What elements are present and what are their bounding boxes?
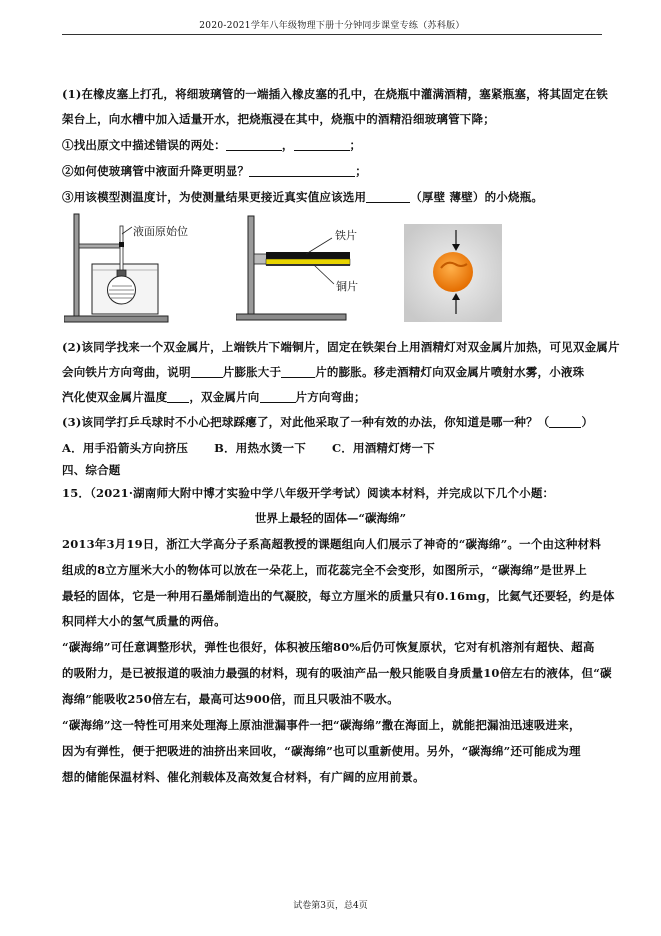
header-rule <box>62 34 602 35</box>
article-p1-line-1: 2013年3月19日，浙江大学高分子系高超教授的课题组向人们展示了神奇的“碳海绵”。一个由这种材料 <box>62 537 602 551</box>
option-a[interactable]: A．用手沿箭头方向挤压 <box>62 441 189 455</box>
answer-blank[interactable] <box>366 190 410 203</box>
q15-stem: 15．（2021·湖南师大附中博才实验中学八年级开学考试）阅读本材料，并完成以下几个小题： <box>62 486 555 500</box>
q1-sub1-end: ； <box>349 138 362 152</box>
q3-question-text: (3)该同学打乒乓球时不小心把球踩瘪了，对此他采取了一种有效的办法，你知道是哪一种？（ <box>62 415 550 429</box>
q1-sub2-end: ； <box>355 164 367 178</box>
answer-blank[interactable] <box>249 164 355 177</box>
section-heading: 四、综合题 <box>62 463 121 477</box>
q3-question <box>62 414 593 430</box>
answer-blank[interactable] <box>167 390 189 403</box>
article-p2-line-3: 海绵”能吸收250倍左右，最高可达900倍，而且只吸油不吸水。 <box>62 692 399 706</box>
q3-question-end: ） <box>581 415 594 429</box>
page-header: 2020-2021学年八年级物理下册十分钟同步课堂专练（苏科版） <box>199 21 465 31</box>
article-p1-line-4: 积同样大小的氢气质量的两倍。 <box>62 614 226 628</box>
answer-blank[interactable] <box>191 365 223 378</box>
answer-blank[interactable] <box>260 390 296 403</box>
q2-line3-mid: ，双金属片向 <box>189 390 260 404</box>
answer-blank[interactable] <box>281 365 315 378</box>
q1-sub1-prefix: ①找出原文中描述错误的两处： <box>62 138 226 152</box>
q2-line2-prefix: 会向铁片方向弯曲，说明 <box>62 365 191 379</box>
article-p1-line-2: 组成的8立方厘米大小的物体可以放在一朵花上，而花蕊完全不会变形，如图所示，“碳海绵”是世界上 <box>62 563 587 577</box>
figure-1-label: 液面原始位 <box>133 225 188 238</box>
option-b[interactable]: B．用热水烫一下 <box>214 441 306 455</box>
q1-subquestion-2 <box>62 163 367 179</box>
q2-line2-mid: 片膨胀大于 <box>222 365 282 379</box>
q2-line3-suffix: 片方向弯曲； <box>295 390 366 404</box>
bimetallic-strip-figure <box>236 212 396 322</box>
q1-intro-line-1: (1)在橡皮塞上打孔，将细玻璃管的一端插入橡皮塞的孔中，在烧瓶中灌满酒精，塞紧瓶塞，将其固定在铁 <box>62 87 608 101</box>
q2-line3-prefix: 汽化使双金属片温度 <box>62 390 168 404</box>
q2-line-1: (2)该同学找来一个双金属片，上端铁片下端铜片，固定在铁架台上用酒精灯对双金属片加热，可见双金属片 <box>62 340 620 354</box>
q1-sub3-suffix: （厚壁 薄壁）的小烧瓶。 <box>410 190 544 204</box>
q1-subquestion-1 <box>62 137 361 153</box>
page-footer: 试卷第3页，总4页 <box>293 901 368 911</box>
option-c[interactable]: C．用酒精灯烤一下 <box>331 441 435 455</box>
answer-blank[interactable] <box>549 415 581 428</box>
article-p3-line-1: “碳海绵”这一特性可用来处理海上原油泄漏事件一把“碳海绵”撒在海面上，就能把漏油迅速吸进来， <box>62 718 581 732</box>
q1-subquestion-3 <box>62 189 543 205</box>
figure-2-label-iron: 铁片 <box>335 229 357 242</box>
figure-2-label-copper: 铜片 <box>336 280 358 293</box>
article-p1-line-3: 最轻的固体，它是一种用石墨烯制造出的气凝胶，每立方厘米的质量只有0.16mg，比氦气还要轻，约是体 <box>62 589 615 603</box>
article-p2-line-2: 的吸附力，是已被报道的吸油力最强的材料，现有的吸油产品一般只能吸自身质量10倍左右的液体，但“碳 <box>62 666 612 680</box>
q2-line2-suffix: 片的膨胀。移走酒精灯向双金属片喷射水雾，小液珠 <box>315 365 585 379</box>
answer-blank[interactable] <box>294 138 350 151</box>
q1-sub1-sep: ， <box>281 138 294 152</box>
dented-ball-photo <box>404 224 502 322</box>
q1-sub3-prefix: ③用该模型测温度计，为使测量结果更接近真实值应该选用 <box>62 190 367 204</box>
q2-line-2 <box>62 364 584 380</box>
article-p3-line-2: 因为有弹性，便于把吸进的油挤出来回收，“碳海绵”也可以重新使用。另外，“碳海绵”还可能成为理 <box>62 744 581 758</box>
article-p2-line-1: “碳海绵”可任意调整形状，弹性也很好，体积被压缩80%后仍可恢复原状，它对有机溶剂有超快、超高 <box>62 640 595 654</box>
article-title: 世界上最轻的固体—“碳海绵” <box>254 511 407 525</box>
q1-intro-line-2: 架台上，向水槽中加入适量开水，把烧瓶浸在其中，烧瓶中的酒精沿细玻璃管下降； <box>62 112 495 126</box>
q2-line-3 <box>62 389 366 405</box>
q1-sub2-prefix: ②如何使玻璃管中液面升降更明显？ <box>62 164 250 178</box>
article-p3-line-3: 想的储能保温材料、催化剂载体及高效复合材料，有广阔的应用前景。 <box>62 770 425 784</box>
answer-blank[interactable] <box>226 138 282 151</box>
q3-options <box>62 440 435 456</box>
